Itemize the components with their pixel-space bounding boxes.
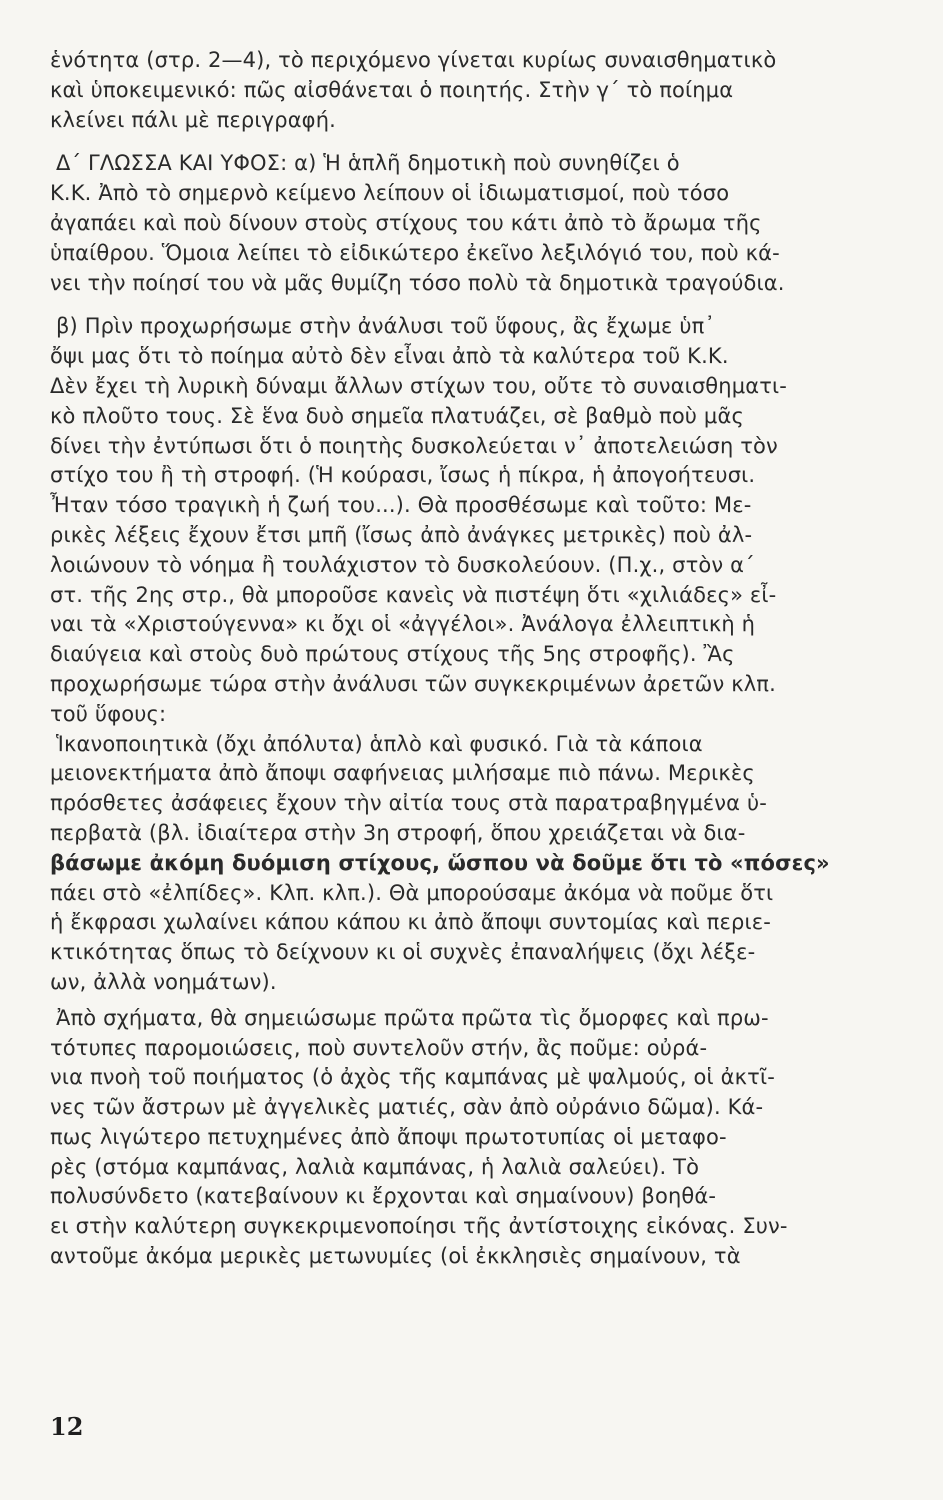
text-line: ἀγαπάει καὶ ποὺ δίνουν στοὺς στίχους του κάτι ἀπὸ τὸ ἄρωμα τῆς	[50, 210, 762, 235]
text-line: διαύγεια καὶ στοὺς δυὸ πρώτους στίχους τῆς 5ης στροφῆς). Ἂς	[50, 642, 735, 667]
text-line: βάσωμε ἀκόμη δυόμιση στίχους, ὥσπου νὰ δοῦμε ὅτι τὸ «πόσες»	[50, 850, 830, 875]
text-line: δίνει τὴν ἐντύπωσι ὅτι ὁ ποιητὴς δυσκολεύεται ν᾽ ἀποτελειώση τὸν	[50, 433, 778, 458]
text-line: στίχο του ἢ τὴ στροφή. (Ἡ κούρασι, ἴσως ἡ πίκρα, ἡ ἀπογοήτευσι.	[50, 463, 756, 488]
text-line: ει στὴν καλύτερη συγκεκριμενοποίησι τῆς ἀντίστοιχης εἰκόνας. Συν-	[50, 1214, 788, 1239]
text-line: κτικότητας ὅπως τὸ δείχνουν κι οἱ συχνὲς ἐπαναλήψεις (ὄχι λέξε-	[50, 940, 756, 965]
text-line: αντοῦμε ἀκόμα μερικὲς μετωνυμίες (οἱ ἐκκλησιὲς σημαίνουν, τὰ	[50, 1244, 741, 1269]
text-line: ὄψι μας ὅτι τὸ ποίημα αὐτὸ δὲν εἶναι ἀπὸ τὰ καλύτερα τοῦ Κ.Κ.	[50, 344, 729, 369]
text-line: Ἱκανοποιητικὰ (ὄχι ἀπόλυτα) ἁπλὸ καὶ φυσικό. Γιὰ τὰ κάποια	[56, 731, 703, 756]
text-line: ρὲς (στόμα καμπάνας, λαλιὰ καμπάνας, ἡ λαλιὰ σαλεύει). Τὸ	[50, 1154, 700, 1179]
text-line: τοῦ ὕφους:	[50, 701, 167, 726]
text-line: Δὲν ἔχει τὴ λυρικὴ δύναμι ἄλλων στίχων του, οὔτε τὸ συναισθηματι-	[50, 373, 788, 398]
text-line: ὑπαίθρου. Ὅμοια λείπει τὸ εἰδικώτερο ἐκεῖνο λεξιλόγιό του, ποὺ κά-	[50, 240, 780, 265]
page-body	[50, 46, 900, 1272]
text-line: μειονεκτήματα ἀπὸ ἄποψι σαφήνειας μιλήσαμε πιὸ πάνω. Μερικὲς	[50, 761, 755, 786]
paragraph-simplicity	[50, 730, 900, 998]
text-line: ναι τὰ «Χριστούγεννα» κι ὄχι οἱ «ἀγγέλοι». Ἀνάλογα ἐλλειπτικὴ ἡ	[50, 612, 756, 637]
text-line: νες τῶν ἄστρων μὲ ἀγγελικὲς ματιές, σὰν ἀπὸ οὐράνιο δῶμα). Κά-	[50, 1095, 764, 1120]
text-line: πρόσθετες ἀσάφειες ἔχουν τὴν αἰτία τους στὰ παρατραβηγμένα ὑ-	[50, 791, 768, 816]
text-line: ρικὲς λέξεις ἔχουν ἔτσι μπῆ (ἴσως ἀπὸ ἀνάγκες μετρικὲς) ποὺ ἀλ-	[50, 522, 753, 547]
text-line: β) Πρὶν προχωρήσωμε στὴν ἀνάλυσι τοῦ ὕφους, ἂς ἔχωμε ὑπ᾽	[56, 314, 716, 339]
paragraph-style-analysis	[50, 312, 900, 729]
text-line: προχωρήσωμε τώρα στὴν ἀνάλυσι τῶν συγκεκριμένων ἀρετῶν κλπ.	[50, 671, 776, 696]
text-line: πολυσύνδετο (κατεβαίνουν κι ἔρχονται καὶ σημαίνουν) βοηθά-	[50, 1184, 717, 1209]
text-line: καὶ ὑποκειμενικό: πῶς αἰσθάνεται ὁ ποιητής. Στὴν γ΄ τὸ ποίημα	[50, 77, 734, 102]
text-line: κλείνει πάλι μὲ περιγραφή.	[50, 107, 336, 132]
text-line: πάει στὸ «ἐλπίδες». Κλπ. κλπ.). Θὰ μπορούσαμε ἀκόμα νὰ ποῦμε ὅτι	[50, 880, 774, 905]
text-line: ἑνότητα (στρ. 2—4), τὸ περιχόμενο γίνεται κυρίως συναισθηματικὸ	[50, 48, 777, 72]
text-line: Κ.Κ. Ἀπὸ τὸ σημερνὸ κείμενο λείπουν οἱ ἰδιωματισμοί, ποὺ τόσο	[50, 181, 730, 206]
text-line: Ἀπὸ σχήματα, θὰ σημειώσωμε πρῶτα πρῶτα τὶς ὄμορφες καὶ πρω-	[56, 1005, 769, 1030]
text-line: τότυπες παρομοιώσεις, ποὺ συντελοῦν στήν, ἂς ποῦμε: οὐρά-	[50, 1035, 708, 1060]
text-line: ἡ ἔκφρασι χωλαίνει κάπου κάπου κι ἀπὸ ἄποψι συντομίας καὶ περιε-	[50, 910, 771, 935]
text-line: πως λιγώτερο πετυχημένες ἀπὸ ἄποψι πρωτοτυπίας οἱ μεταφο-	[50, 1124, 727, 1149]
paragraph-structure	[50, 46, 900, 135]
text-line: περβατὰ (βλ. ἰδιαίτερα στὴν 3η στροφή, ὅπου χρειάζεται νὰ δια-	[50, 820, 746, 845]
page-number: 12	[50, 1412, 84, 1441]
section-heading-line: Δ΄ ΓΛΩΣΣΑ ΚΑΙ ΥΦΟΣ: α) Ἡ ἁπλῆ δημοτικὴ ποὺ συνηθίζει ὁ	[56, 151, 680, 176]
text-line: λοιώνουν τὸ νόημα ἢ τουλάχιστον τὸ δυσκολεύουν. (Π.χ., στὸν α΄	[50, 552, 755, 577]
paragraph-figures-of-speech	[50, 1004, 900, 1272]
text-line: νει τὴν ποίησί του νὰ μᾶς θυμίζη τόσο πολὺ τὰ δημοτικὰ τραγούδια.	[50, 270, 785, 295]
text-line: νια πνοὴ τοῦ ποιήματος (ὁ ἀχὸς τῆς καμπάνας μὲ ψαλμούς, οἱ ἀκτῖ-	[50, 1065, 775, 1090]
text-line: ων, ἀλλὰ νοημάτων).	[50, 969, 277, 994]
paragraph-language-style	[50, 149, 900, 298]
text-line: κὸ πλοῦτο τους. Σὲ ἕνα δυὸ σημεῖα πλατυάζει, σὲ βαθμὸ ποὺ μᾶς	[50, 403, 744, 428]
text-line: στ. τῆς 2ης στρ., θὰ μποροῦσε κανεὶς νὰ πιστέψη ὅτι «χιλιάδες» εἶ-	[50, 582, 777, 607]
text-line: Ἦταν τόσο τραγικὴ ἡ ζωή του...). Θὰ προσθέσωμε καὶ τοῦτο: Με-	[50, 493, 752, 518]
